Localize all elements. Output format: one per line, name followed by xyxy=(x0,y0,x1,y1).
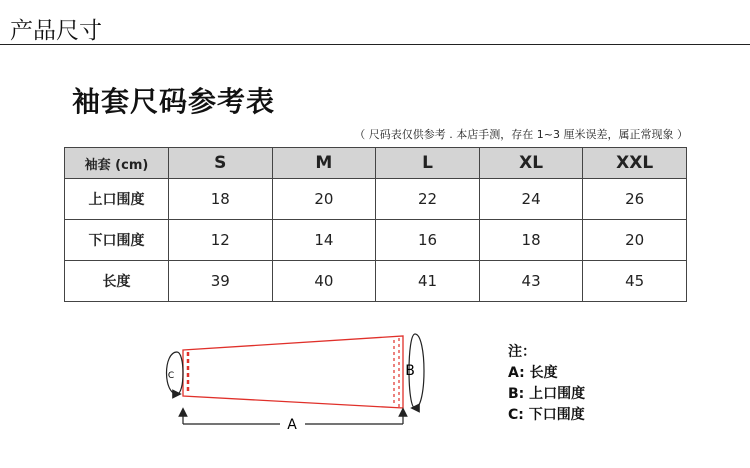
table-cell: 39 xyxy=(169,261,273,302)
diagram-label-c: C xyxy=(167,371,175,381)
row-label-length: 长度 xyxy=(65,261,169,302)
table-cell: 20 xyxy=(583,220,687,261)
row-label-upper-circumference: 上口围度 xyxy=(65,179,169,220)
page-title: 袖套尺码参考表 xyxy=(72,85,276,118)
table-cell: 18 xyxy=(479,220,583,261)
table-cell: 43 xyxy=(479,261,583,302)
table-cell: 16 xyxy=(376,220,480,261)
sleeve-outline xyxy=(183,336,403,408)
table-cell: 14 xyxy=(272,220,376,261)
table-cell: 22 xyxy=(376,179,480,220)
legend-title: 注： xyxy=(508,344,536,360)
table-cell: 18 xyxy=(169,179,273,220)
table-cell: 24 xyxy=(479,179,583,220)
circumference-b-arrow xyxy=(415,334,424,408)
table-cell: 40 xyxy=(272,261,376,302)
table-cell: 20 xyxy=(272,179,376,220)
legend-item-b: B: 上口围度 xyxy=(508,386,586,402)
legend-item-c: C: 下口围度 xyxy=(508,407,585,423)
header-title: 产品尺寸 xyxy=(10,18,102,44)
table-row xyxy=(65,179,687,220)
table-corner-header: 袖套 (cm) xyxy=(65,148,169,179)
table-cell: 26 xyxy=(583,179,687,220)
diagram-label-b: B xyxy=(405,363,415,379)
table-header-row xyxy=(65,148,687,179)
sleeve-measurement-diagram xyxy=(155,328,445,438)
diagram-label-a: A xyxy=(287,417,297,433)
table-row xyxy=(65,261,687,302)
column-header-s: S xyxy=(169,148,273,179)
column-header-l: L xyxy=(376,148,480,179)
measurement-legend xyxy=(508,342,585,426)
disclaimer-note: （ 尺码表仅供参考 . 本店手测，存在 1~3 厘米误差，属正常现象 ） xyxy=(354,128,688,141)
size-chart-table xyxy=(64,147,687,302)
table-cell: 45 xyxy=(583,261,687,302)
row-label-lower-circumference: 下口围度 xyxy=(65,220,169,261)
table-cell: 41 xyxy=(376,261,480,302)
column-header-xl: XL xyxy=(479,148,583,179)
column-header-m: M xyxy=(272,148,376,179)
table-cell: 12 xyxy=(169,220,273,261)
table-row xyxy=(65,220,687,261)
legend-item-a: A: 长度 xyxy=(508,365,558,381)
header-divider xyxy=(0,44,750,45)
column-header-xxl: XXL xyxy=(583,148,687,179)
